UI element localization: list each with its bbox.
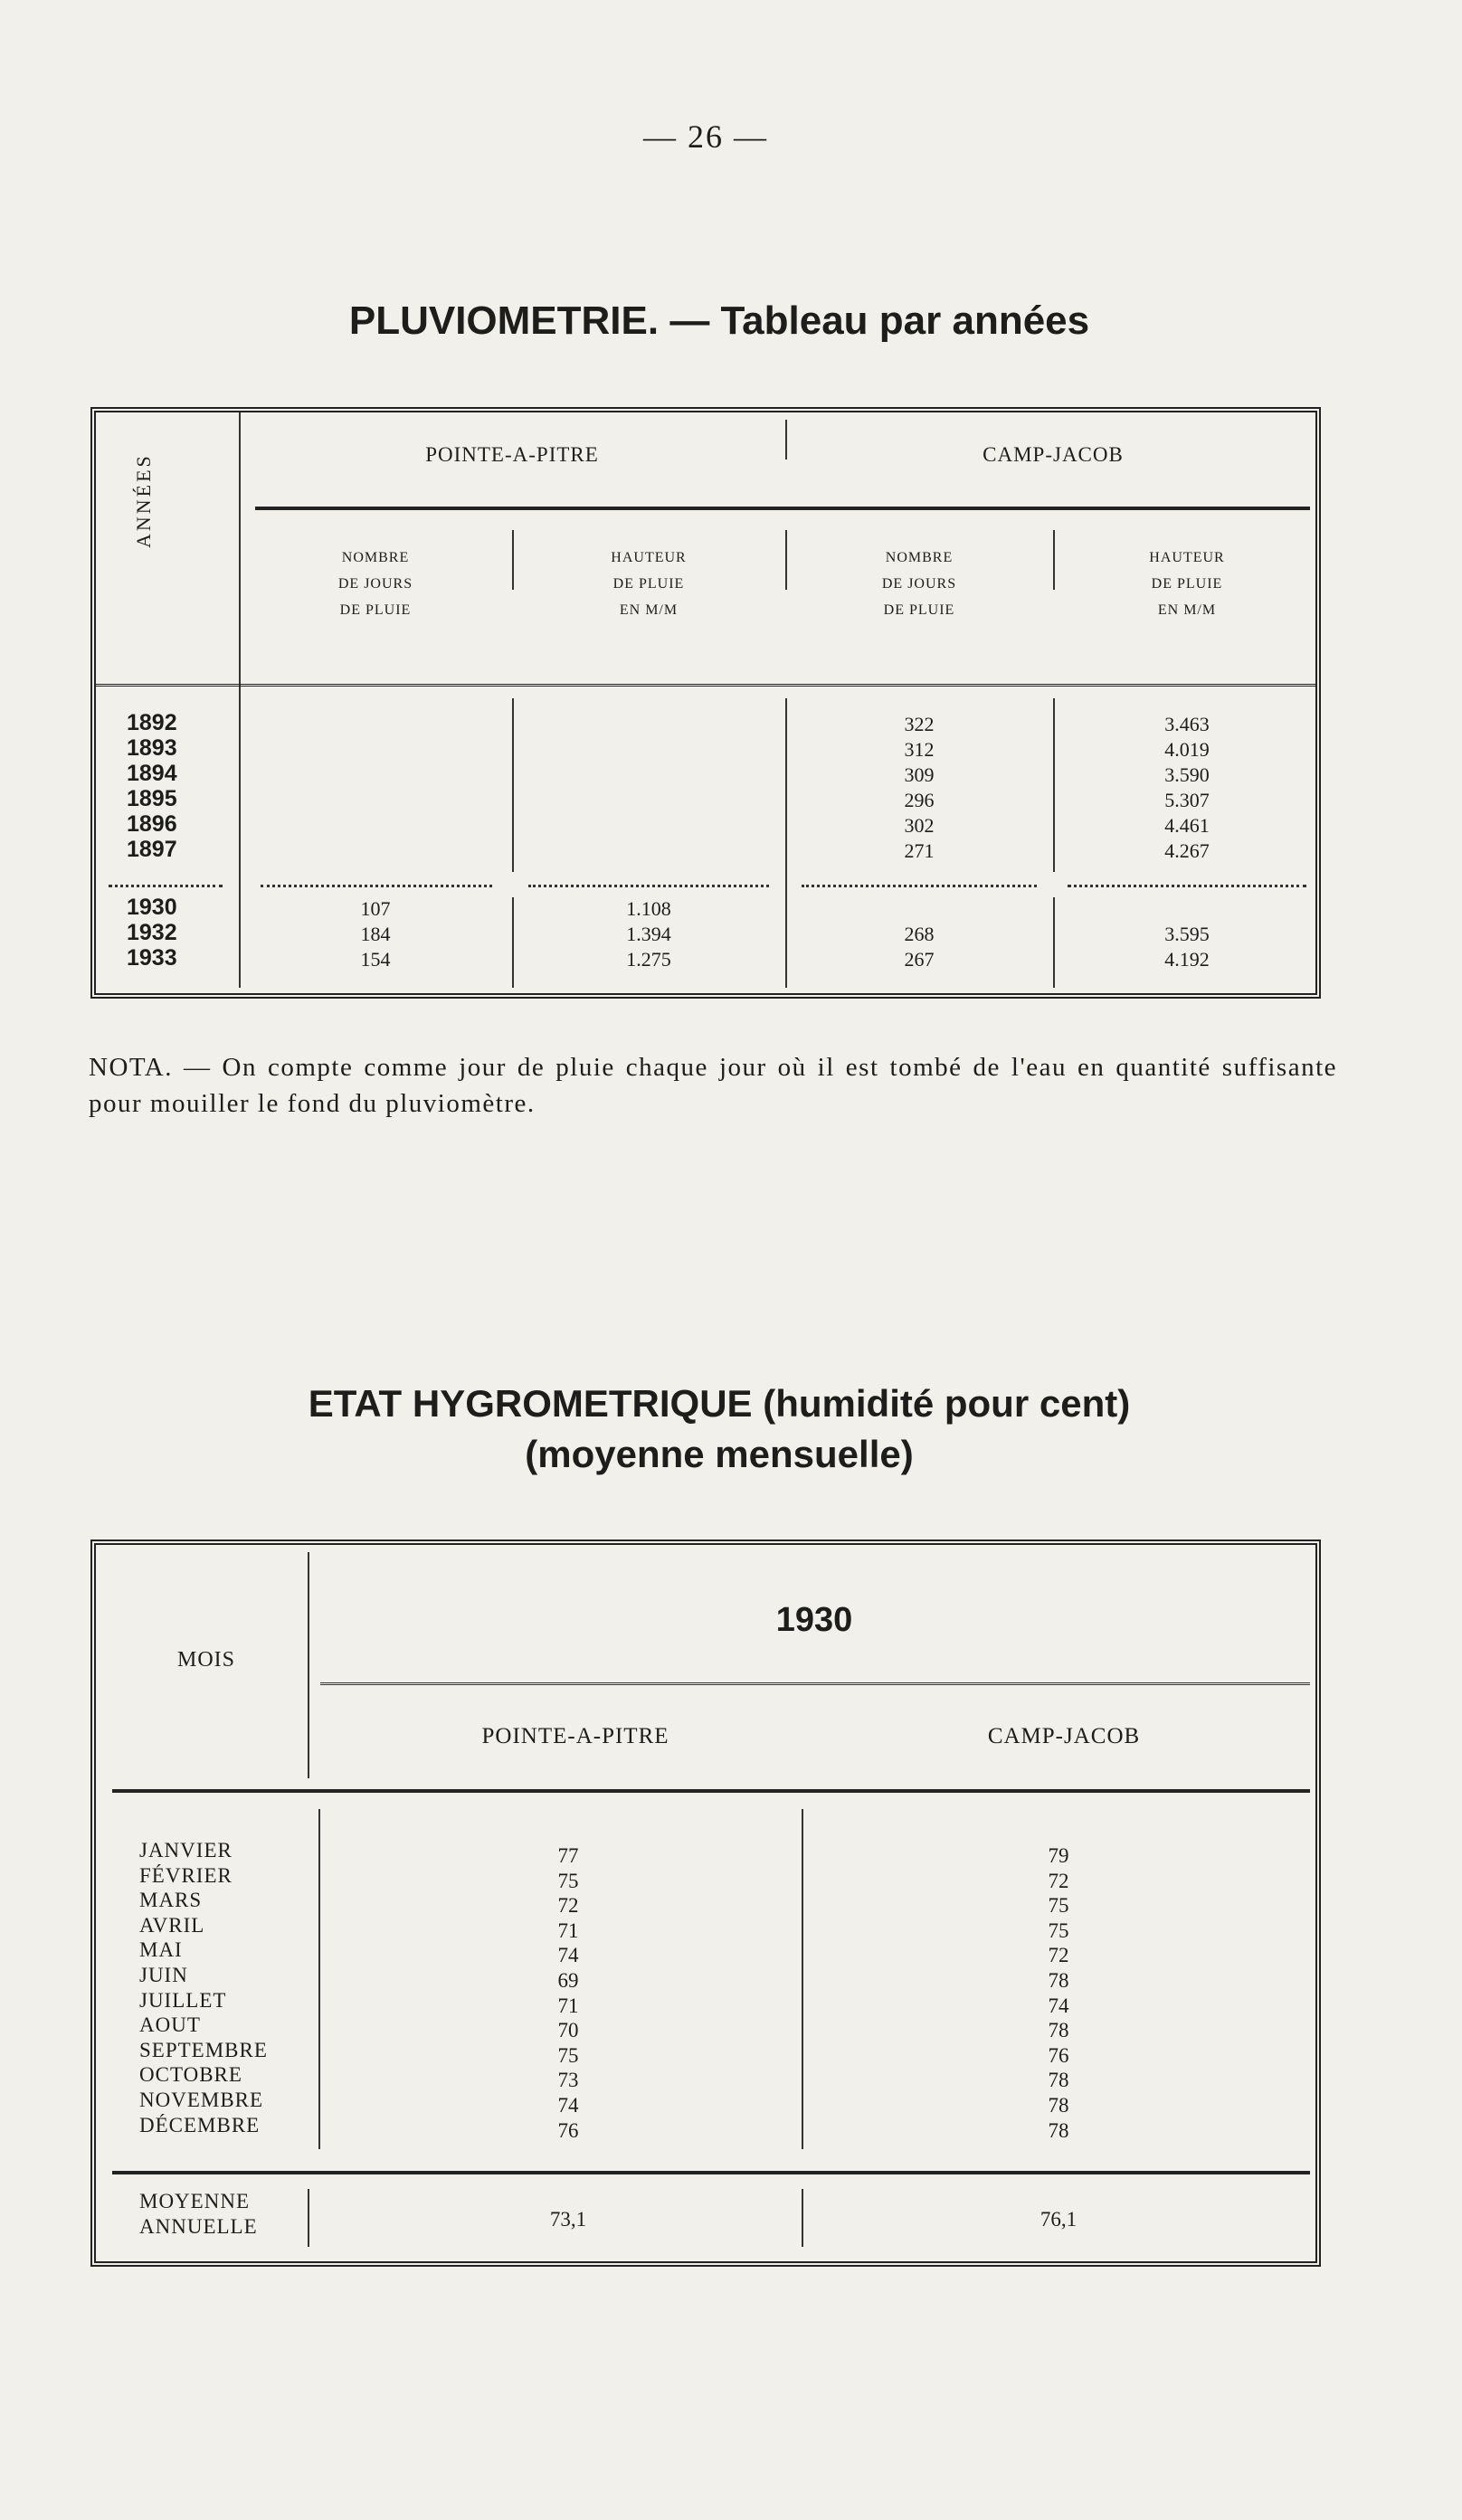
pap-value: 77	[557, 1844, 579, 1867]
pap-value: 75	[557, 1869, 579, 1892]
divider	[512, 698, 514, 872]
group-camp-jacob: CAMP-JACOB	[983, 443, 1124, 466]
divider	[802, 2189, 803, 2247]
pluvio-table	[90, 407, 1321, 999]
cj-hauteur-cell: 4.019	[1164, 738, 1210, 761]
label-line: MOYENNE	[139, 2190, 250, 2212]
nota-note: NOTA. — On compte comme jour de pluie chaque jour où il est tombé de l'eau en quantité suffisante pour mouiller le fond du pluviomètre.	[89, 1053, 1337, 1118]
year-cell: 1895	[127, 786, 177, 811]
month-label: FÉVRIER	[139, 1863, 233, 1887]
cj-value: 79	[1048, 1844, 1069, 1867]
cj-value: 74	[1048, 1994, 1069, 2017]
label-line: ANNUELLE	[139, 2214, 258, 2238]
header-line: NOMBRE	[341, 550, 410, 565]
dotted-separator	[528, 885, 769, 887]
group-pointe-a-pitre: POINTE-A-PITRE	[425, 443, 599, 466]
cj-value: 78	[1048, 1969, 1069, 1992]
divider	[112, 2171, 1310, 2174]
header-line: DE PLUIE	[339, 602, 412, 618]
month-label: JANVIER	[139, 1839, 233, 1862]
year-cell: 1930	[127, 895, 177, 920]
year-cell: 1897	[127, 837, 177, 862]
month-label: OCTOBRE	[139, 2063, 242, 2087]
divider	[320, 1682, 1310, 1685]
hygro-table	[90, 1539, 1321, 2267]
divider	[318, 1809, 320, 2149]
cj-jours-cell: 268	[904, 923, 935, 945]
dotted-separator	[261, 885, 492, 887]
moyenne-label	[139, 2189, 258, 2239]
pap-value: 69	[557, 1969, 579, 1992]
header-pap-hauteur	[512, 545, 785, 623]
pap-value: 74	[557, 1944, 579, 1967]
year-cell: 1894	[127, 761, 177, 786]
header-line: DE JOURS	[337, 576, 413, 592]
dotted-separator	[109, 885, 223, 887]
cj-hauteur-cell: 4.267	[1164, 839, 1210, 862]
cj-value: 75	[1048, 1894, 1069, 1918]
header-line: DE PLUIE	[612, 576, 685, 592]
dotted-separator	[802, 885, 1037, 887]
year-cell: 1932	[127, 920, 177, 945]
moyenne-cj: 76,1	[1040, 2208, 1078, 2231]
cj-value: 78	[1048, 2118, 1069, 2142]
cj-hauteur-cell: 5.307	[1164, 789, 1210, 811]
cj-value: 78	[1048, 2069, 1069, 2092]
cj-jours-cell: 322	[904, 713, 935, 735]
col-mois: MOIS	[176, 1648, 235, 1672]
divider	[308, 2189, 309, 2247]
hygro-title: ETAT HYGROMETRIQUE (humidité pour cent)	[308, 1382, 1131, 1425]
cj-hauteur-cell: 4.192	[1164, 948, 1210, 971]
col-camp-jacob: CAMP-JACOB	[987, 1724, 1141, 1748]
cj-jours-cell: 302	[904, 814, 935, 837]
header-line: DE PLUIE	[883, 602, 955, 618]
month-label: JUIN	[139, 1964, 188, 1986]
month-label: AOUT	[139, 2013, 201, 2037]
cj-jours-cell: 309	[904, 763, 935, 786]
header-line: NOMBRE	[885, 550, 954, 565]
cj-hauteur-cell: 4.461	[1164, 814, 1210, 837]
cj-jours-cell: 296	[904, 789, 935, 811]
divider	[255, 507, 1310, 510]
cj-value: 72	[1048, 1944, 1069, 1967]
year-cell: 1896	[127, 811, 177, 837]
pap-value: 72	[557, 1894, 579, 1918]
header-line: EN M/M	[1157, 602, 1217, 618]
moyenne-pap: 73,1	[549, 2208, 587, 2231]
header-cj-jours	[785, 545, 1053, 623]
cj-hauteur-cell: 3.590	[1164, 763, 1210, 786]
pap-value: 71	[557, 1994, 579, 2017]
header-pap-jours	[239, 545, 512, 623]
cj-jours-cell: 312	[904, 738, 935, 761]
cj-value: 75	[1048, 1918, 1069, 1942]
header-line: EN M/M	[619, 602, 679, 618]
cj-jours-cell: 271	[904, 839, 935, 862]
pap-value: 76	[557, 2118, 579, 2142]
cj-jours-cell: 267	[904, 948, 935, 971]
cj-hauteur-cell: 3.463	[1164, 713, 1210, 735]
month-label: SEPTEMBRE	[139, 2038, 268, 2061]
pap-hauteur-cell: 1.108	[626, 897, 671, 920]
pap-hauteur-cell: 1.275	[626, 948, 671, 971]
year-cell: 1893	[127, 735, 177, 761]
month-label: AVRIL	[139, 1913, 205, 1937]
cj-value: 72	[1048, 1869, 1069, 1892]
cj-value: 78	[1048, 2019, 1069, 2042]
divider	[112, 1789, 1310, 1793]
month-label: DÉCEMBRE	[139, 2113, 261, 2136]
cj-value: 78	[1048, 2094, 1069, 2117]
hygro-subtitle: (moyenne mensuelle)	[525, 1433, 914, 1475]
pap-value: 73	[557, 2069, 579, 2092]
divider	[96, 684, 1315, 687]
cj-hauteur-cell: 3.595	[1164, 923, 1210, 945]
cj-value: 76	[1048, 2043, 1069, 2067]
pap-jours-cell: 107	[360, 897, 391, 920]
header-cj-hauteur	[1053, 545, 1321, 623]
month-label: NOVEMBRE	[139, 2089, 264, 2111]
divider	[308, 1552, 309, 1778]
col-annees: ANNÉES	[132, 453, 155, 548]
header-line: DE JOURS	[881, 576, 957, 592]
year-cell: 1933	[127, 945, 177, 971]
pap-jours-cell: 154	[360, 948, 391, 971]
header-line: HAUTEUR	[611, 550, 687, 565]
year-cell: 1892	[127, 710, 177, 735]
page-number: — 26 —	[643, 118, 768, 155]
dotted-separator	[1068, 885, 1306, 887]
pluvio-title: PLUVIOMETRIE. — Tableau par années	[348, 298, 1090, 343]
pap-value: 75	[557, 2043, 579, 2067]
header-line: HAUTEUR	[1149, 550, 1225, 565]
pap-hauteur-cell: 1.394	[626, 923, 671, 945]
pap-value: 70	[557, 2019, 579, 2042]
col-pointe-a-pitre: POINTE-A-PITRE	[481, 1724, 669, 1748]
month-label: JUILLET	[139, 1988, 227, 2012]
pap-jours-cell: 184	[360, 923, 391, 945]
divider	[802, 1809, 803, 2149]
header-line: DE PLUIE	[1151, 576, 1223, 592]
month-label: MAI	[139, 1938, 183, 1962]
pap-value: 74	[557, 2094, 579, 2117]
month-label: MARS	[139, 1889, 203, 1912]
pap-value: 71	[557, 1918, 579, 1942]
col-year: 1930	[775, 1601, 853, 1639]
